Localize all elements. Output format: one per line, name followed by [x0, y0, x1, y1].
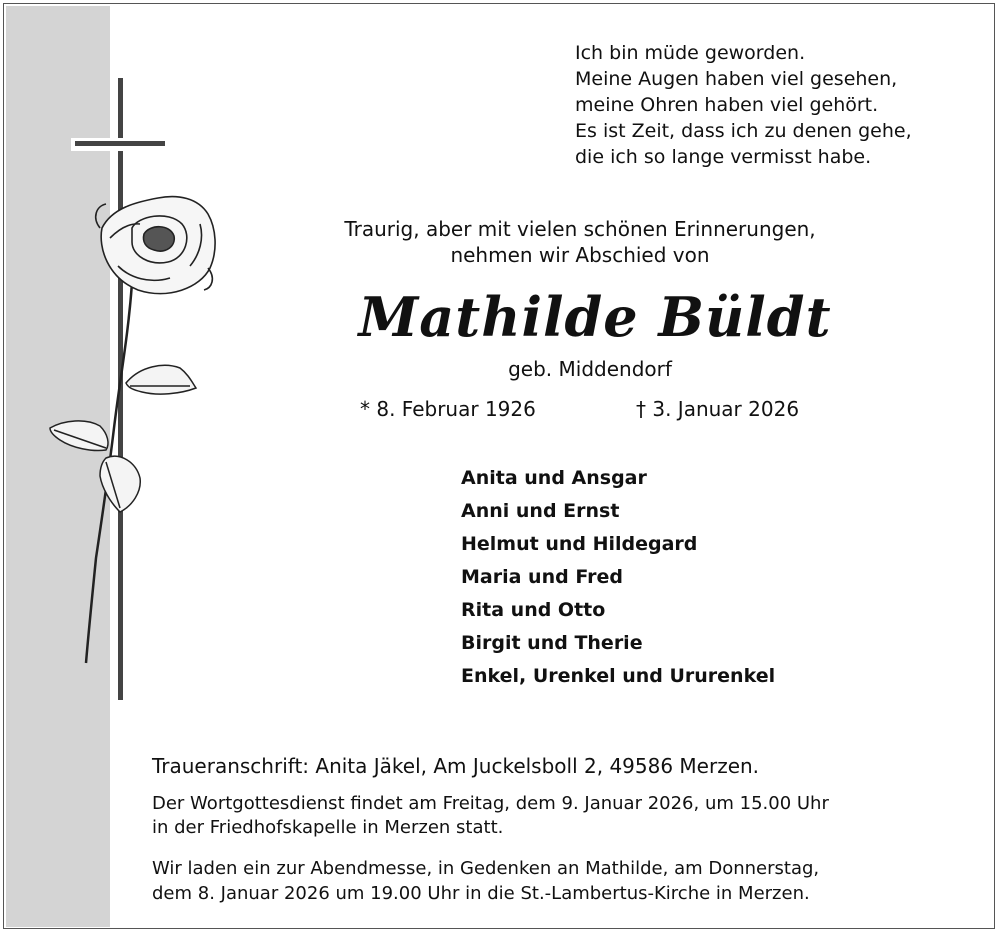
mourner-entry: Birgit und Therie	[461, 632, 643, 654]
rose-leaf-icon	[100, 456, 140, 512]
rose-leaf-icon	[126, 365, 196, 394]
mourners-list	[461, 462, 775, 693]
birth-date: * 8. Februar 1926	[360, 397, 536, 421]
poem-line: meine Ohren haben viel gehört.	[575, 94, 879, 116]
mass-notice	[152, 856, 819, 906]
poem-line: Meine Augen haben viel gesehen,	[575, 68, 898, 90]
cross-and-rose-illustration	[40, 78, 230, 703]
intro-text	[300, 216, 860, 268]
maiden-name: geb. Middendorf	[508, 357, 672, 381]
mourner-entry: Enkel, Urenkel und Ururenkel	[461, 665, 776, 687]
service-notice	[152, 792, 829, 840]
mourner-entry: Helmut und Hildegard	[461, 533, 698, 555]
rose-icon	[96, 197, 215, 294]
service-line: Der Wortgottesdienst findet am Freitag, dem 9. Januar 2026, um 15.00 Uhr	[152, 793, 829, 814]
mourner-entry: Rita und Otto	[461, 599, 606, 621]
poem	[575, 40, 975, 170]
mass-line: Wir laden ein zur Abendmesse, in Gedenken an Mathilde, am Donnerstag,	[152, 858, 820, 879]
poem-line: Ich bin müde geworden.	[575, 42, 806, 64]
poem-line: Es ist Zeit, dass ich zu denen gehe,	[575, 120, 912, 142]
mourner-entry: Anita und Ansgar	[461, 467, 647, 489]
death-date: † 3. Januar 2026	[636, 397, 800, 421]
mourner-entry: Anni und Ernst	[461, 500, 620, 522]
intro-line: nehmen wir Abschied von	[450, 243, 710, 267]
rose-leaf-icon	[50, 421, 108, 451]
intro-line: Traurig, aber mit vielen schönen Erinnerungen,	[344, 217, 816, 241]
mourning-address: Traueranschrift: Anita Jäkel, Am Juckelsboll 2, 49586 Merzen.	[152, 754, 760, 778]
mourner-entry: Maria und Fred	[461, 566, 623, 588]
deceased-name: Mathilde Büldt	[358, 285, 832, 349]
service-line: in der Friedhofskapelle in Merzen statt.	[152, 817, 504, 838]
mass-line: dem 8. Januar 2026 um 19.00 Uhr in die St.-Lambertus-Kirche in Merzen.	[152, 883, 810, 904]
cross-horizontal-bar	[75, 141, 165, 146]
poem-line: die ich so lange vermisst habe.	[575, 146, 872, 168]
